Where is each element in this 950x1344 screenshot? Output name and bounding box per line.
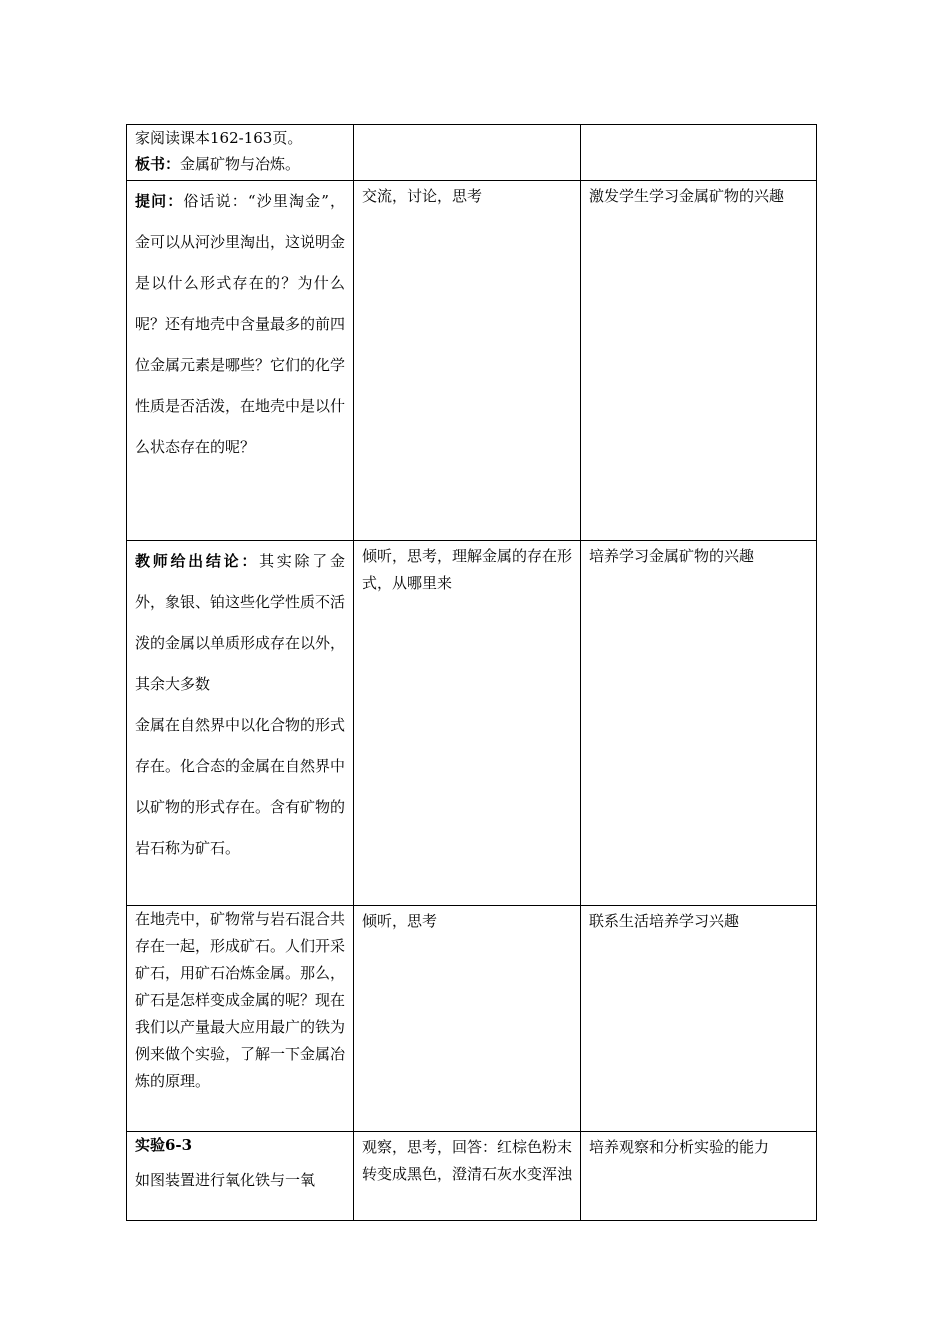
design-intent-cell: 培养学习金属矿物的兴趣	[581, 541, 817, 906]
table-row	[127, 125, 817, 181]
cell-text: 其实除了金外，象银、铂这些化学性质不活泼的金属以单质形成存在以外，其余大多数	[135, 552, 346, 693]
cell-bold-label: 板书：	[135, 155, 181, 173]
student-activity-cell: 观察，思考，回答：红棕色粉末转变成黑色，澄清石灰水变浑浊	[354, 1132, 581, 1221]
design-intent-cell: 培养观察和分析实验的能力	[581, 1132, 817, 1221]
design-intent-cell	[581, 125, 817, 181]
cell-text: 俗话说：“沙里淘金”，金可以从河沙里淘出，这说明金是以什么形式存在的？为什么呢？还有地壳中含量最多的前四位金属元素是哪些？它们的化学性质是否活泼，在地壳中是以什么状态存在的呢？	[135, 192, 346, 456]
lesson-plan-table	[126, 124, 817, 1221]
cell-bold-label: 提问：	[135, 192, 184, 210]
table-row	[127, 181, 817, 541]
student-activity-cell: 倾听，思考	[354, 906, 581, 1132]
cell-bold-label: 教师给出结论：	[135, 552, 260, 570]
table-row	[127, 541, 817, 906]
student-activity-cell	[354, 125, 581, 181]
student-activity-cell: 倾听，思考，理解金属的存在形式，从哪里来	[354, 541, 581, 906]
design-intent-cell: 激发学生学习金属矿物的兴趣	[581, 181, 817, 541]
teacher-activity-cell	[127, 181, 354, 541]
cell-text: 如图装置进行氧化铁与一氧	[135, 1171, 316, 1189]
cell-bold-label: 实验6-3	[135, 1136, 193, 1154]
teacher-activity-cell	[127, 541, 354, 906]
design-intent-cell: 联系生活培养学习兴趣	[581, 906, 817, 1132]
cell-text: 金属在自然界中以化合物的形式存在。化合态的金属在自然界中以矿物的形式存在。含有矿物的岩石称为矿石。	[135, 716, 346, 857]
table-row	[127, 1132, 817, 1221]
teacher-activity-cell	[127, 1132, 354, 1221]
teacher-activity-cell	[127, 125, 354, 181]
table-row	[127, 906, 817, 1132]
cell-text: 家阅读课本162-163页。	[135, 129, 303, 147]
cell-text: 金属矿物与冶炼。	[180, 155, 301, 173]
student-activity-cell: 交流，讨论，思考	[354, 181, 581, 541]
teacher-activity-cell: 在地壳中，矿物常与岩石混合共存在一起，形成矿石。人们开采矿石，用矿石冶炼金属。那么，矿石是怎样变成金属的呢？现在我们以产量最大应用最广的铁为例来做个实验，了解一下金属冶炼的原理。	[127, 906, 354, 1132]
